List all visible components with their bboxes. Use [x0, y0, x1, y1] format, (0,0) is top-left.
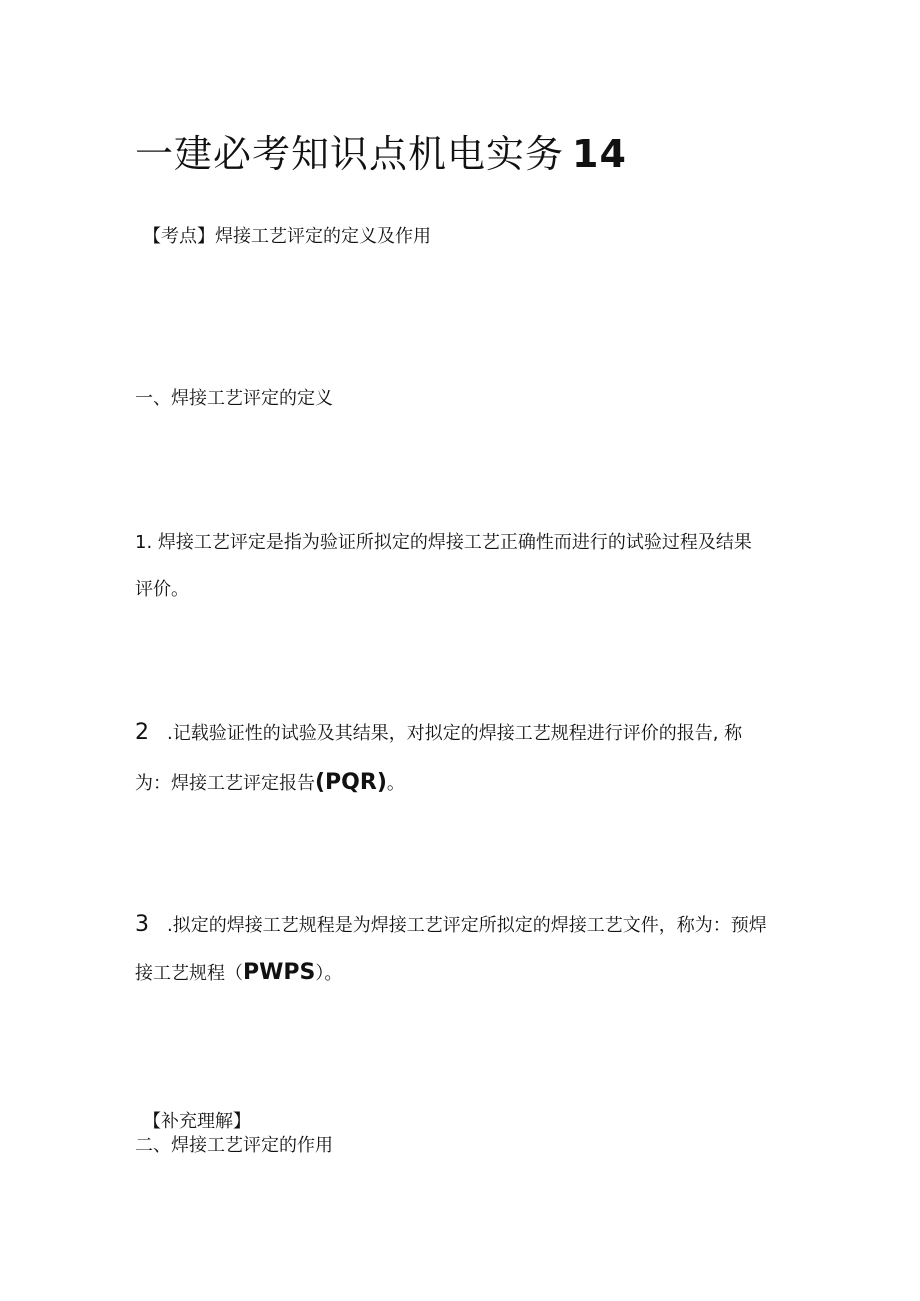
section-heading-definition: 一、焊接工艺评定的定义 — [135, 388, 333, 409]
item-3-line-2-end: ）。 — [315, 963, 343, 984]
item-3-line-1 — [135, 912, 767, 939]
item-3-line-2-text: 接工艺规程（ — [135, 963, 243, 984]
section-heading-function: 二、焊接工艺评定的作用 — [135, 1135, 333, 1156]
item-1-line-2: 评价。 — [135, 579, 189, 600]
item-2-line-1 — [135, 720, 742, 747]
item-1-line-1: 1. 焊接工艺评定是指为验证所拟定的焊接工艺正确性而进行的试验过程及结果 — [135, 532, 752, 553]
item-2-line-2 — [135, 770, 405, 797]
pwps-abbreviation: PWPS — [243, 960, 316, 985]
document-title-number: 14 — [572, 132, 627, 176]
document-title — [135, 126, 627, 182]
item-3-line-2 — [135, 960, 342, 987]
item-3-number: 3 — [135, 912, 149, 937]
document-title-text: 一建必考知识点机电实务 — [135, 132, 565, 176]
item-2-number: 2 — [135, 720, 149, 745]
item-2-line-2-text: 为：焊接工艺评定报告 — [135, 773, 315, 794]
supplement-label: 【补充理解】 — [143, 1111, 251, 1132]
pqr-abbreviation: (PQR) — [315, 770, 387, 795]
topic-label: 【考点】焊接工艺评定的定义及作用 — [143, 226, 431, 247]
item-2-text: .记载验证性的试验及其结果，对拟定的焊接工艺规程进行评价的报告, 称 — [167, 723, 743, 744]
item-3-text: .拟定的焊接工艺规程是为焊接工艺评定所拟定的焊接工艺文件，称为：预焊 — [167, 915, 767, 936]
item-2-line-2-end: 。 — [386, 773, 405, 794]
